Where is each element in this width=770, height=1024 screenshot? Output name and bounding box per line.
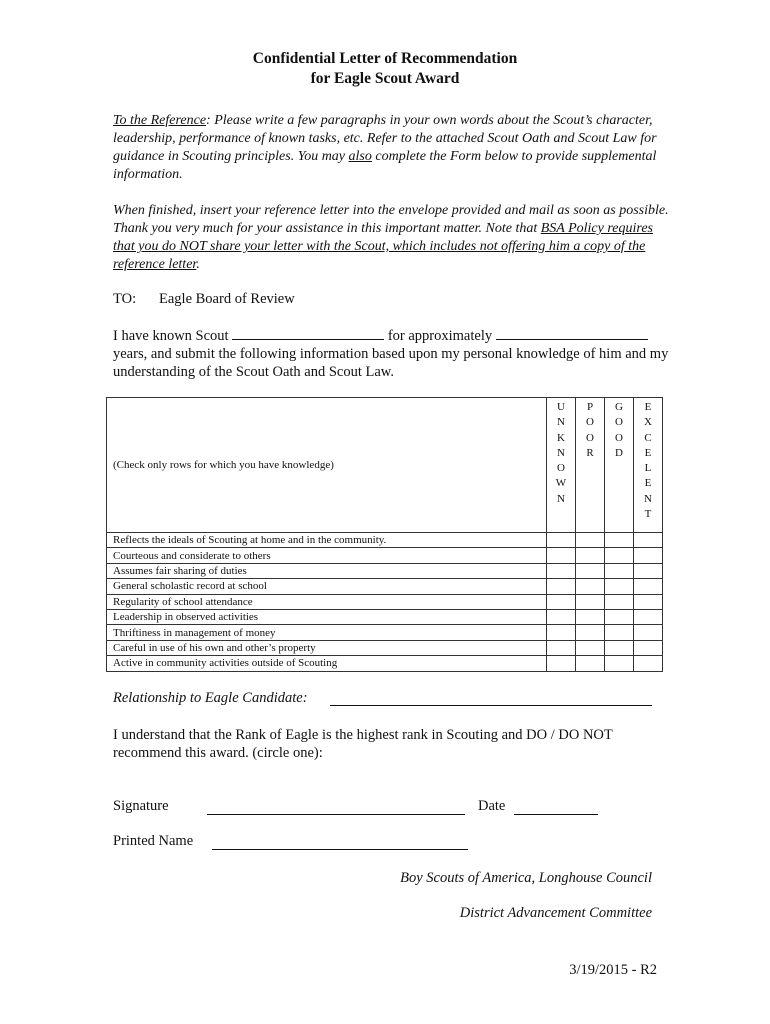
rating-cell[interactable] (634, 579, 663, 594)
rating-cell[interactable] (605, 609, 634, 624)
date-field[interactable] (514, 814, 598, 815)
instructions-paragraph (113, 202, 673, 274)
rating-cell[interactable] (634, 625, 663, 640)
years-field[interactable] (496, 327, 648, 340)
row-label: Careful in use of his own and other’s property (107, 640, 547, 655)
signature-field[interactable] (207, 814, 465, 815)
table-row (107, 548, 663, 563)
row-label: Reflects the ideals of Scouting at home and in the community. (107, 533, 547, 548)
column-header-excellent: E X C E L E N T (634, 398, 663, 533)
intro-text-a: : Please write a few paragraphs in your own words about the Scout’s character, leadership, performance of known tasks, etc. Refer to the attached Scout Oath and Scout Law for guidance in Scouting principles. You may (113, 113, 657, 164)
rating-cell[interactable] (605, 563, 634, 578)
relationship-label: Relationship to Eagle Candidate: (113, 690, 308, 706)
rating-cell[interactable] (605, 625, 634, 640)
table-row (107, 625, 663, 640)
rating-cell[interactable] (576, 533, 605, 548)
policy-note: BSA Policy requires that you do NOT share your letter with the Scout, which includes not offering him a copy of the reference letter (113, 221, 653, 272)
rating-cell[interactable] (547, 579, 576, 594)
printed-name-label: Printed Name (113, 833, 194, 849)
rating-cell[interactable] (547, 656, 576, 671)
rating-cell[interactable] (576, 563, 605, 578)
rating-cell[interactable] (547, 548, 576, 563)
table-header-row (107, 398, 663, 533)
row-label: Thriftiness in management of money (107, 625, 547, 640)
rating-cell[interactable] (634, 656, 663, 671)
row-label: Regularity of school attendance (107, 594, 547, 609)
table-row (107, 533, 663, 548)
column-header-unknown: U N K N O W N (547, 398, 576, 533)
to-label: TO: (113, 291, 137, 307)
intro-lead: To the Reference (113, 113, 207, 128)
rating-cell[interactable] (576, 656, 605, 671)
table-row (107, 563, 663, 578)
rating-cell[interactable] (605, 579, 634, 594)
rating-cell[interactable] (576, 548, 605, 563)
row-label: Leadership in observed activities (107, 609, 547, 624)
rating-cell[interactable] (576, 579, 605, 594)
rating-cell[interactable] (605, 548, 634, 563)
rating-cell[interactable] (576, 640, 605, 655)
known-text-b: for approximately (384, 328, 496, 344)
rating-cell[interactable] (576, 594, 605, 609)
rating-cell[interactable] (634, 563, 663, 578)
row-label: Active in community activities outside of Scouting (107, 656, 547, 671)
revision-label: 3/19/2015 - R2 (569, 962, 657, 978)
rating-cell[interactable] (634, 548, 663, 563)
table-row (107, 609, 663, 624)
known-text-c: years, and submit the following information based upon my personal knowledge of him and my understanding of the Scout Oath and Scout Law. (113, 346, 669, 380)
known-statement (113, 327, 673, 381)
rating-cell[interactable] (547, 563, 576, 578)
row-label: Courteous and considerate to others (107, 548, 547, 563)
known-text-a: I have known Scout (113, 328, 233, 344)
form-title: Confidential Letter of Recommendation (252, 50, 518, 67)
printed-name-field[interactable] (212, 849, 468, 850)
column-header-poor: P O O R (576, 398, 605, 533)
recommend-statement: I understand that the Rank of Eagle is the highest rank in Scouting and DO / DO NOT recommend this award. (circle one): (113, 727, 613, 761)
intro-also: also (348, 149, 372, 164)
rating-cell[interactable] (634, 594, 663, 609)
intro-paragraph (113, 112, 673, 184)
rating-cell[interactable] (547, 640, 576, 655)
rating-cell[interactable] (634, 640, 663, 655)
rating-cell[interactable] (634, 533, 663, 548)
to-value: Eagle Board of Review (159, 291, 295, 307)
rating-cell[interactable] (605, 594, 634, 609)
rating-cell[interactable] (576, 625, 605, 640)
intro-text-b: complete the Form below to provide supplemental information. (113, 149, 657, 182)
header-note: (Check only rows for which you have knowledge) (107, 398, 547, 533)
date-label: Date (478, 798, 506, 814)
column-header-good: G O O D (605, 398, 634, 533)
row-label: General scholastic record at school (107, 579, 547, 594)
rating-cell[interactable] (576, 609, 605, 624)
rating-cell[interactable] (605, 533, 634, 548)
rating-cell[interactable] (634, 609, 663, 624)
table-row (107, 640, 663, 655)
rating-cell[interactable] (605, 640, 634, 655)
instructions-text-b: . (196, 257, 200, 272)
instructions-text-a: When finished, insert your reference letter into the envelope provided and mail as soon as possible. Thank you very much for your assistance in this important matter. Note that (113, 203, 669, 236)
rating-cell[interactable] (547, 533, 576, 548)
signature-label: Signature (113, 798, 169, 814)
to-line (113, 291, 295, 308)
row-label: Assumes fair sharing of duties (107, 563, 547, 578)
relationship-field[interactable] (330, 705, 652, 706)
table-row (107, 656, 663, 671)
scout-name-field[interactable] (232, 327, 384, 340)
table-row (107, 579, 663, 594)
table-row (107, 594, 663, 609)
rating-table (106, 397, 663, 672)
council-name: Boy Scouts of America, Longhouse Council (400, 870, 652, 886)
committee-name: District Advancement Committee (459, 905, 652, 921)
rating-cell[interactable] (547, 625, 576, 640)
rating-cell[interactable] (605, 656, 634, 671)
rating-cell[interactable] (547, 609, 576, 624)
rating-cell[interactable] (547, 594, 576, 609)
form-subtitle: for Eagle Scout Award (310, 70, 460, 87)
